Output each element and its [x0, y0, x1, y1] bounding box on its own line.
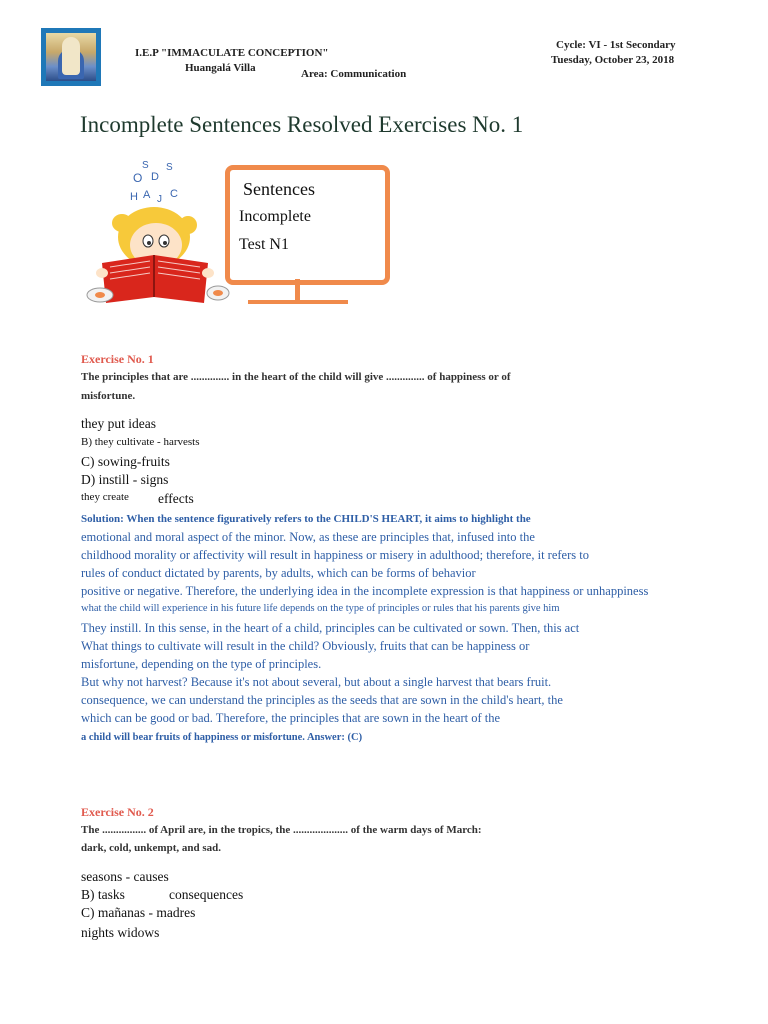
cycle-label: Cycle: VI - 1st Secondary	[556, 39, 676, 51]
school-name: I.E.P "IMMACULATE CONCEPTION"	[135, 47, 329, 59]
solution-line: childhood morality or affectivity will result in happiness or misery in adulthood; therefore, it refers to	[81, 548, 589, 562]
exercise-1-option-b: B) they cultivate - harvests	[81, 436, 200, 448]
solution-answer-line: a child will bear fruits of happiness or misfortune. Answer: (C)	[81, 732, 363, 743]
solution-line: But why not harvest? Because it's not about several, but about a single harvest that bears fruit.	[81, 675, 552, 689]
virgin-mary-image	[46, 33, 96, 81]
school-location: Huangalá Villa	[185, 62, 256, 74]
letter-h: H	[130, 191, 138, 203]
subject-area: Area: Communication	[301, 68, 407, 80]
exercise-1-question-line2: misfortune.	[81, 390, 136, 402]
exercise-1-question-line1: The principles that are .............. in the heart of the child will give .............. of happiness or of	[81, 371, 511, 383]
exercise-1-option-e-part1: they create	[81, 491, 129, 503]
solution-line: emotional and moral aspect of the minor. Now, as these are principles that, infused into the	[81, 530, 535, 544]
letter-s1: S	[142, 160, 149, 171]
board-line-test: Test N1	[239, 236, 289, 253]
solution-line: They instill. In this sense, in the heart of a child, principles can be cultivated or sown. Then, this act	[81, 621, 580, 635]
solution-line: Solution: When the sentence figuratively refers to the CHILD'S HEART, it aims to highlight the	[81, 513, 531, 525]
solution-line: positive or negative. Therefore, the underlying idea in the incomplete expression is that happiness or unhappiness	[81, 584, 649, 598]
exercise-1-heading: Exercise No. 1	[81, 352, 154, 366]
exercise-1-option-c: C) sowing-fruits	[81, 454, 170, 469]
exercise-2-heading: Exercise No. 2	[81, 805, 154, 819]
letter-j: J	[157, 194, 162, 205]
date-label: Tuesday, October 23, 2018	[551, 54, 675, 66]
solution-line: what the child will experience in his future life depends on the type of principles or rules that his parents give him	[81, 603, 560, 614]
exercise-1-option-d: D) instill - signs	[81, 472, 169, 487]
board-line-sentences: Sentences	[243, 179, 315, 199]
letter-a: A	[143, 189, 151, 201]
letter-c: C	[170, 188, 178, 200]
exercise-2-question-line2: dark, cold, unkempt, and sad.	[81, 842, 221, 854]
letter-s2: S	[166, 162, 173, 173]
board-line-incomplete: Incomplete	[239, 208, 311, 225]
school-logo	[41, 28, 101, 86]
exercise-2-option-a: seasons - causes	[81, 869, 169, 884]
board-stand-base	[248, 300, 348, 304]
board-stand-pole	[295, 279, 300, 301]
exercise-2-option-b-part2: consequences	[169, 887, 244, 902]
solution-line: rules of conduct dictated by parents, by adults, which can be forms of behavior	[81, 566, 476, 580]
solution-line: misfortune, depending on the type of principles.	[81, 657, 322, 671]
solution-line: consequence, we can understand the principles as the seeds that are sown in the child's heart, the	[81, 693, 563, 707]
letter-o: O	[133, 171, 143, 185]
letter-d: D	[151, 171, 159, 183]
page-title: Incomplete Sentences Resolved Exercises No. 1	[80, 112, 524, 137]
solution-line: What things to cultivate will result in the child? Obviously, fruits that can be happiness or	[81, 639, 530, 653]
solution-line: which can be good or bad. Therefore, the principles that are sown in the heart of the	[81, 711, 501, 725]
exercise-2-option-c: C) mañanas - madres	[81, 905, 196, 920]
exercise-2-question-line1: The ................ of April are, in the tropics, the .................... of the warm days of March:	[81, 824, 482, 836]
exercise-1-option-a: they put ideas	[81, 416, 156, 431]
exercise-2-option-b-part1: B) tasks	[81, 887, 125, 902]
exercise-1-option-e-part2: effects	[158, 491, 194, 506]
sentences-board	[225, 165, 390, 285]
exercise-2-option-d: nights widows	[81, 925, 160, 940]
